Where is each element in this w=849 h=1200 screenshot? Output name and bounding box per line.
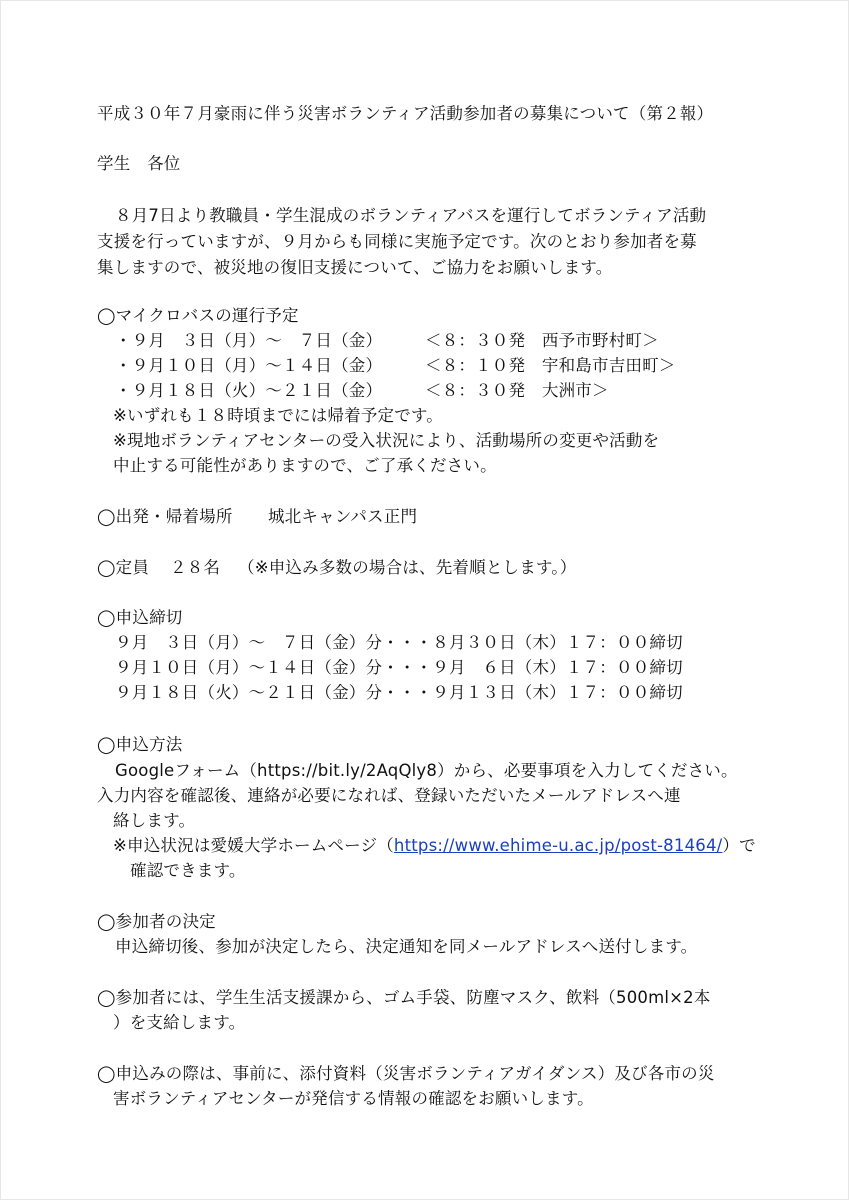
place-heading: ◯出発・帰着場所	[97, 507, 233, 526]
capacity-heading: ◯定員	[97, 558, 150, 577]
bus-note-2: ※現地ボランティアセンターの受入状況により、活動場所の変更や活動を	[113, 431, 660, 450]
intro-line-3: 集しますので、被災地の復旧支援について、ご協力をお願いします。	[97, 258, 613, 277]
method-line-2: 入力内容を確認後、連絡が必要になれば、登録いただいたメールアドレスへ連	[97, 786, 681, 805]
capacity-value: ２８名	[170, 558, 221, 577]
deadline-row-1: ９月 ３日（月）～ ７日（金）分・・・８月３０日（木）１７：００締切	[115, 633, 683, 652]
method-line-3: 絡します。	[113, 811, 196, 830]
method-status-line-2: 確認できます。	[130, 861, 246, 880]
intro-line-1: ８月7日より教職員・学生混成のボランティアバスを運行してボランティア活動	[115, 206, 707, 225]
method-line-1: Googleフォーム（https://bit.ly/2AqQly8）から、必要事項を入力してください。	[115, 761, 738, 780]
status-page-link[interactable]: https://www.ehime-u.ac.jp/post-81464/	[393, 836, 723, 855]
bus-schedule-dates-2: ・９月１０日（月）～１４日（金）	[115, 356, 383, 375]
bus-schedule-depart-1: ＜８：３０発 西予市野村町＞	[425, 331, 659, 350]
bus-heading: ◯マイクロバスの運行予定	[97, 306, 299, 325]
bus-schedule-depart-3: ＜８：３０発 大洲市＞	[425, 381, 609, 400]
supply-line-2: ）を支給します。	[113, 1013, 246, 1032]
method-status-suffix: ）で	[722, 836, 756, 855]
addressee: 学生 各位	[97, 154, 181, 173]
bus-schedule-dates-3: ・９月１８日（火）～２１日（金）	[115, 381, 383, 400]
decision-text: 申込締切後、参加が決定したら、決定通知を同メールアドレスへ送付します。	[115, 937, 698, 956]
bus-note-3: 中止する可能性がありますので、ご了承ください。	[113, 456, 497, 475]
supply-line-1: ◯参加者には、学生生活支援課から、ゴム手袋、防塵マスク、飲料（500ml×2本	[97, 988, 711, 1007]
prep-line-2: 害ボランティアセンターが発信する情報の確認をお願いします。	[113, 1089, 594, 1108]
method-heading: ◯申込方法	[97, 735, 183, 754]
bus-note-1: ※いずれも１８時頃までには帰着予定です。	[113, 406, 444, 425]
bus-schedule-depart-2: ＜８：１０発 宇和島市吉田町＞	[425, 356, 676, 375]
deadline-row-2: ９月１０日（月）～１４日（金）分・・・９月 ６日（木）１７：００締切	[115, 658, 683, 677]
bus-schedule-dates-1: ・９月 ３日（月）～ ７日（金）	[115, 331, 383, 350]
capacity-note: （※申込み多数の場合は、先着順とします。）	[238, 558, 577, 577]
deadline-row-3: ９月１８日（火）～２１日（金）分・・・９月１３日（木）１７：００締切	[115, 683, 683, 702]
decision-heading: ◯参加者の決定	[97, 912, 216, 931]
intro-line-2: 支援を行っていますが、９月からも同様に実施予定です。次のとおり参加者を募	[97, 232, 697, 251]
method-status-prefix: ※申込状況は愛媛大学ホームページ（	[113, 836, 394, 855]
deadline-heading: ◯申込締切	[97, 608, 183, 627]
prep-line-1: ◯申込みの際は、事前に、添付資料（災害ボランティアガイダンス）及び各市の災	[97, 1064, 715, 1083]
document-title: 平成３０年７月豪雨に伴う災害ボランティア活動参加者の募集について（第２報）	[97, 104, 714, 123]
place-value: 城北キャンパス正門	[268, 507, 418, 526]
method-status-line	[113, 834, 756, 858]
